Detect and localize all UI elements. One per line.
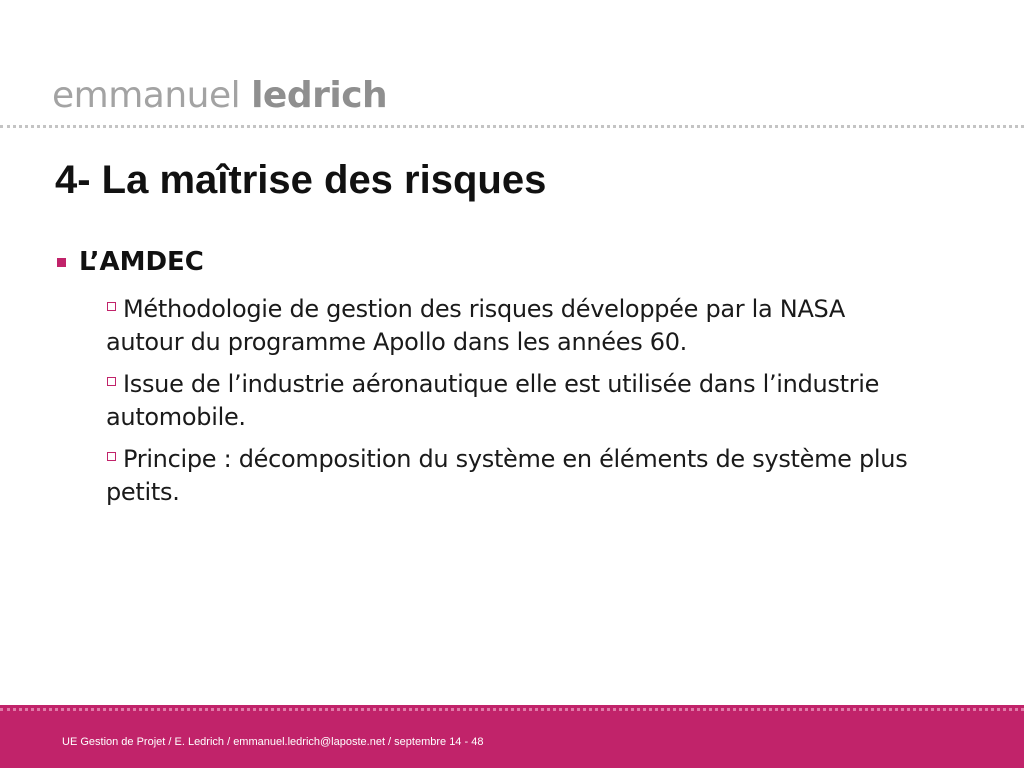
square-bullet-icon (57, 258, 66, 267)
footer-dotted-divider (0, 708, 1024, 711)
slide-title: 4- La maîtrise des risques (55, 158, 547, 202)
sub-bullet-item (106, 293, 926, 359)
header-divider (0, 125, 1024, 128)
brand-name-light: emmanuel (52, 75, 241, 116)
footer-text: UE Gestion de Projet / E. Ledrich / emmanuel.ledrich@laposte.net / septembre 14 - 48 (62, 736, 484, 748)
hollow-square-bullet-icon (107, 377, 116, 386)
hollow-square-bullet-icon (107, 302, 116, 311)
sub-bullet-text: Principe : décomposition du système en éléments de système plus petits. (106, 445, 908, 506)
sub-bullet-text: Méthodologie de gestion des risques développée par la NASA autour du programme Apollo dans les années 60. (106, 295, 846, 356)
sub-bullet-list (106, 293, 926, 518)
sub-bullet-item (106, 368, 926, 434)
hollow-square-bullet-icon (107, 452, 116, 461)
sub-bullet-item (106, 443, 926, 509)
brand-logo (52, 75, 388, 116)
sub-bullet-text: Issue de l’industrie aéronautique elle est utilisée dans l’industrie automobile. (106, 370, 880, 431)
bullet-label: L’AMDEC (79, 247, 204, 277)
bullet-item-amdec (57, 247, 204, 278)
brand-name-bold: ledrich (251, 75, 388, 116)
